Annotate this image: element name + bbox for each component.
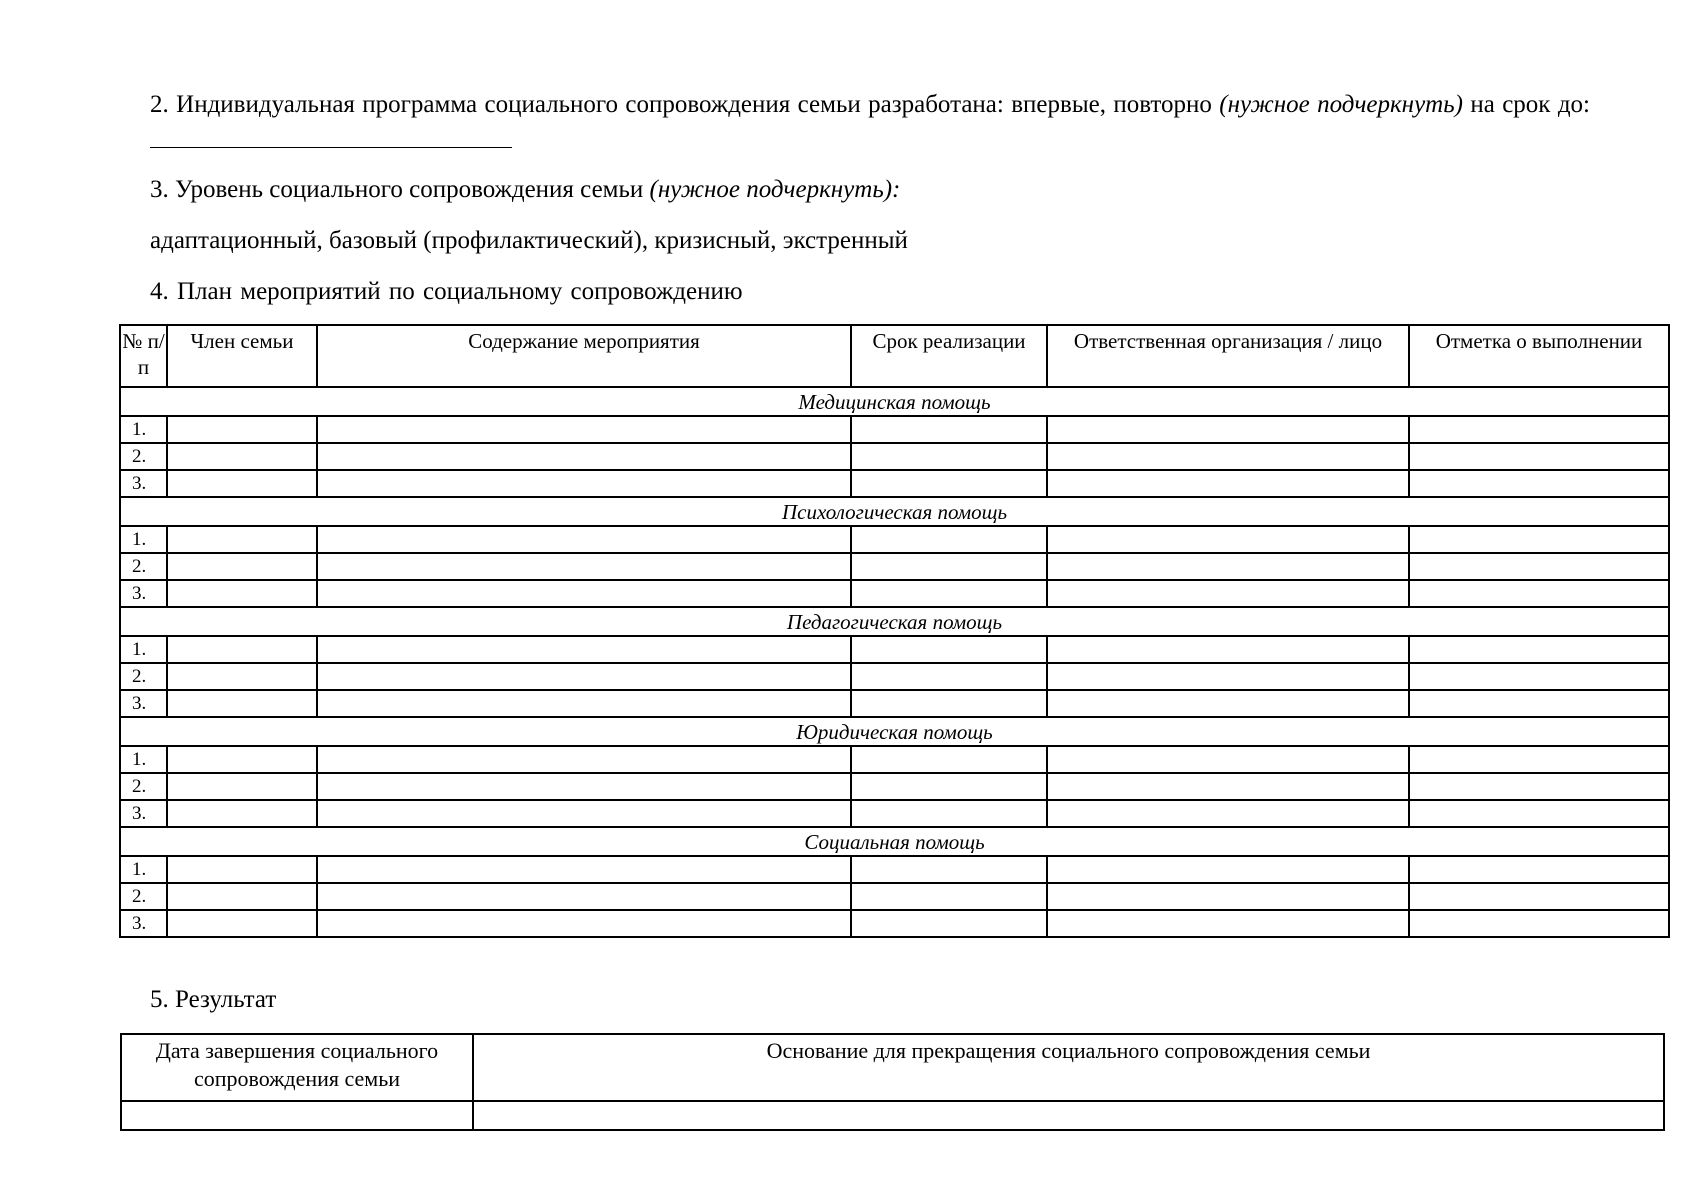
- family-member-cell[interactable]: [167, 443, 317, 470]
- family-member-cell[interactable]: [167, 746, 317, 773]
- row-number: 1.: [120, 746, 167, 773]
- responsible-cell[interactable]: [1047, 883, 1409, 910]
- table-row: [120, 580, 1669, 607]
- completion-cell[interactable]: [1409, 773, 1669, 800]
- section-heading: Педагогическая помощь: [120, 607, 1669, 636]
- responsible-cell[interactable]: [1047, 526, 1409, 553]
- table-row: [120, 800, 1669, 827]
- responsible-cell[interactable]: [1047, 663, 1409, 690]
- table-row: [120, 773, 1669, 800]
- activity-cell[interactable]: [317, 526, 851, 553]
- term-blank-field[interactable]: [150, 123, 512, 148]
- responsible-cell[interactable]: [1047, 553, 1409, 580]
- activity-cell[interactable]: [317, 773, 851, 800]
- activity-cell[interactable]: [317, 883, 851, 910]
- col-completion-header: Отметка о выполнении: [1409, 325, 1669, 387]
- completion-cell[interactable]: [1409, 553, 1669, 580]
- family-member-cell[interactable]: [167, 690, 317, 717]
- table-row: [120, 746, 1669, 773]
- row-number: 3.: [120, 580, 167, 607]
- row-number: 1.: [120, 526, 167, 553]
- family-member-cell[interactable]: [167, 883, 317, 910]
- col-family-member-header: Член семьи: [167, 325, 317, 387]
- section-4-title: 4. План мероприятий по социальному сопровождению: [150, 278, 743, 305]
- responsible-cell[interactable]: [1047, 416, 1409, 443]
- deadline-cell[interactable]: [851, 553, 1047, 580]
- table-row: [120, 526, 1669, 553]
- result-reason-cell[interactable]: [473, 1101, 1664, 1130]
- family-member-cell[interactable]: [167, 553, 317, 580]
- section-heading: Медицинская помощь: [120, 387, 1669, 416]
- responsible-cell[interactable]: [1047, 746, 1409, 773]
- section-2-tail: на срок до:: [1462, 91, 1590, 118]
- deadline-cell[interactable]: [851, 663, 1047, 690]
- row-number: 2.: [120, 553, 167, 580]
- completion-cell[interactable]: [1409, 443, 1669, 470]
- table-row: [120, 416, 1669, 443]
- activity-cell[interactable]: [317, 416, 851, 443]
- responsible-cell[interactable]: [1047, 910, 1409, 937]
- completion-cell[interactable]: [1409, 800, 1669, 827]
- deadline-cell[interactable]: [851, 800, 1047, 827]
- family-member-cell[interactable]: [167, 636, 317, 663]
- family-member-cell[interactable]: [167, 580, 317, 607]
- section-3-text: 3. Уровень социального сопровождения семьи: [150, 176, 650, 203]
- row-number: 2.: [120, 883, 167, 910]
- section-row: [120, 827, 1669, 856]
- table-row: [120, 910, 1669, 937]
- responsible-cell[interactable]: [1047, 773, 1409, 800]
- section-row: [120, 497, 1669, 526]
- row-number: 1.: [120, 856, 167, 883]
- plan-table-body: [120, 387, 1669, 937]
- result-header-date: Дата завершения социального сопровождения семьи: [121, 1034, 473, 1101]
- responsible-cell[interactable]: [1047, 800, 1409, 827]
- family-member-cell[interactable]: [167, 910, 317, 937]
- table-row: [120, 636, 1669, 663]
- deadline-cell[interactable]: [851, 636, 1047, 663]
- col-activity-header: Содержание мероприятия: [317, 325, 851, 387]
- activity-cell[interactable]: [317, 636, 851, 663]
- completion-cell[interactable]: [1409, 746, 1669, 773]
- table-row: [120, 443, 1669, 470]
- completion-cell[interactable]: [1409, 883, 1669, 910]
- section-2-paragraph: [150, 88, 1590, 154]
- section-3-options: адаптационный, базовый (профилактический), кризисный, экстренный: [150, 227, 908, 254]
- responsible-cell[interactable]: [1047, 580, 1409, 607]
- result-table: [120, 1033, 1665, 1131]
- responsible-cell[interactable]: [1047, 470, 1409, 497]
- responsible-cell[interactable]: [1047, 690, 1409, 717]
- completion-cell[interactable]: [1409, 526, 1669, 553]
- row-number: 1.: [120, 416, 167, 443]
- deadline-cell[interactable]: [851, 580, 1047, 607]
- result-header-reason: Основание для прекращения социального сопровождения семьи: [473, 1034, 1664, 1101]
- completion-cell[interactable]: [1409, 690, 1669, 717]
- table-row: [120, 553, 1669, 580]
- deadline-cell[interactable]: [851, 416, 1047, 443]
- completion-cell[interactable]: [1409, 663, 1669, 690]
- table-row: [120, 883, 1669, 910]
- family-member-cell[interactable]: [167, 416, 317, 443]
- deadline-cell[interactable]: [851, 443, 1047, 470]
- table-row: [120, 663, 1669, 690]
- responsible-cell[interactable]: [1047, 636, 1409, 663]
- responsible-cell[interactable]: [1047, 443, 1409, 470]
- col-deadline-header: Срок реализации: [851, 325, 1047, 387]
- plan-table: [119, 324, 1670, 938]
- row-number: 2.: [120, 443, 167, 470]
- deadline-cell[interactable]: [851, 856, 1047, 883]
- completion-cell[interactable]: [1409, 416, 1669, 443]
- family-member-cell[interactable]: [167, 663, 317, 690]
- completion-cell[interactable]: [1409, 910, 1669, 937]
- family-member-cell[interactable]: [167, 800, 317, 827]
- deadline-cell[interactable]: [851, 690, 1047, 717]
- section-2-text: 2. Индивидуальная программа социального сопровождения семьи разработана: впервые, повторно: [150, 91, 1220, 118]
- family-member-cell[interactable]: [167, 470, 317, 497]
- row-number: 3.: [120, 470, 167, 497]
- section-3-note: (нужное подчеркнуть):: [649, 176, 901, 203]
- responsible-cell[interactable]: [1047, 856, 1409, 883]
- deadline-cell[interactable]: [851, 746, 1047, 773]
- section-2-note: (нужное подчеркнуть): [1219, 91, 1463, 118]
- activity-cell[interactable]: [317, 800, 851, 827]
- activity-cell[interactable]: [317, 580, 851, 607]
- row-number: 1.: [120, 636, 167, 663]
- section-row: [120, 607, 1669, 636]
- completion-cell[interactable]: [1409, 470, 1669, 497]
- deadline-cell[interactable]: [851, 526, 1047, 553]
- activity-cell[interactable]: [317, 746, 851, 773]
- activity-cell[interactable]: [317, 663, 851, 690]
- deadline-cell[interactable]: [851, 883, 1047, 910]
- row-number: 3.: [120, 910, 167, 937]
- table-row: [120, 470, 1669, 497]
- row-number: 2.: [120, 773, 167, 800]
- plan-table-header: [120, 325, 1669, 387]
- result-date-cell[interactable]: [121, 1101, 473, 1130]
- activity-cell[interactable]: [317, 856, 851, 883]
- activity-cell[interactable]: [317, 690, 851, 717]
- col-responsible-header: Ответственная организация / лицо: [1047, 325, 1409, 387]
- deadline-cell[interactable]: [851, 910, 1047, 937]
- section-heading: Юридическая помощь: [120, 717, 1669, 746]
- section-heading: Психологическая помощь: [120, 497, 1669, 526]
- table-row: [120, 856, 1669, 883]
- deadline-cell[interactable]: [851, 470, 1047, 497]
- row-number: 2.: [120, 663, 167, 690]
- activity-cell[interactable]: [317, 553, 851, 580]
- deadline-cell[interactable]: [851, 773, 1047, 800]
- section-heading: Социальная помощь: [120, 827, 1669, 856]
- family-member-cell[interactable]: [167, 773, 317, 800]
- col-number-header: № п/п: [120, 325, 167, 387]
- section-5-title: 5. Результат: [150, 986, 277, 1013]
- section-row: [120, 717, 1669, 746]
- completion-cell[interactable]: [1409, 580, 1669, 607]
- completion-cell[interactable]: [1409, 856, 1669, 883]
- activity-cell[interactable]: [317, 443, 851, 470]
- family-member-cell[interactable]: [167, 856, 317, 883]
- activity-cell[interactable]: [317, 910, 851, 937]
- table-row: [120, 690, 1669, 717]
- row-number: 3.: [120, 690, 167, 717]
- section-3-paragraph: [150, 173, 900, 206]
- section-row: [120, 387, 1669, 416]
- row-number: 3.: [120, 800, 167, 827]
- family-member-cell[interactable]: [167, 526, 317, 553]
- activity-cell[interactable]: [317, 470, 851, 497]
- completion-cell[interactable]: [1409, 636, 1669, 663]
